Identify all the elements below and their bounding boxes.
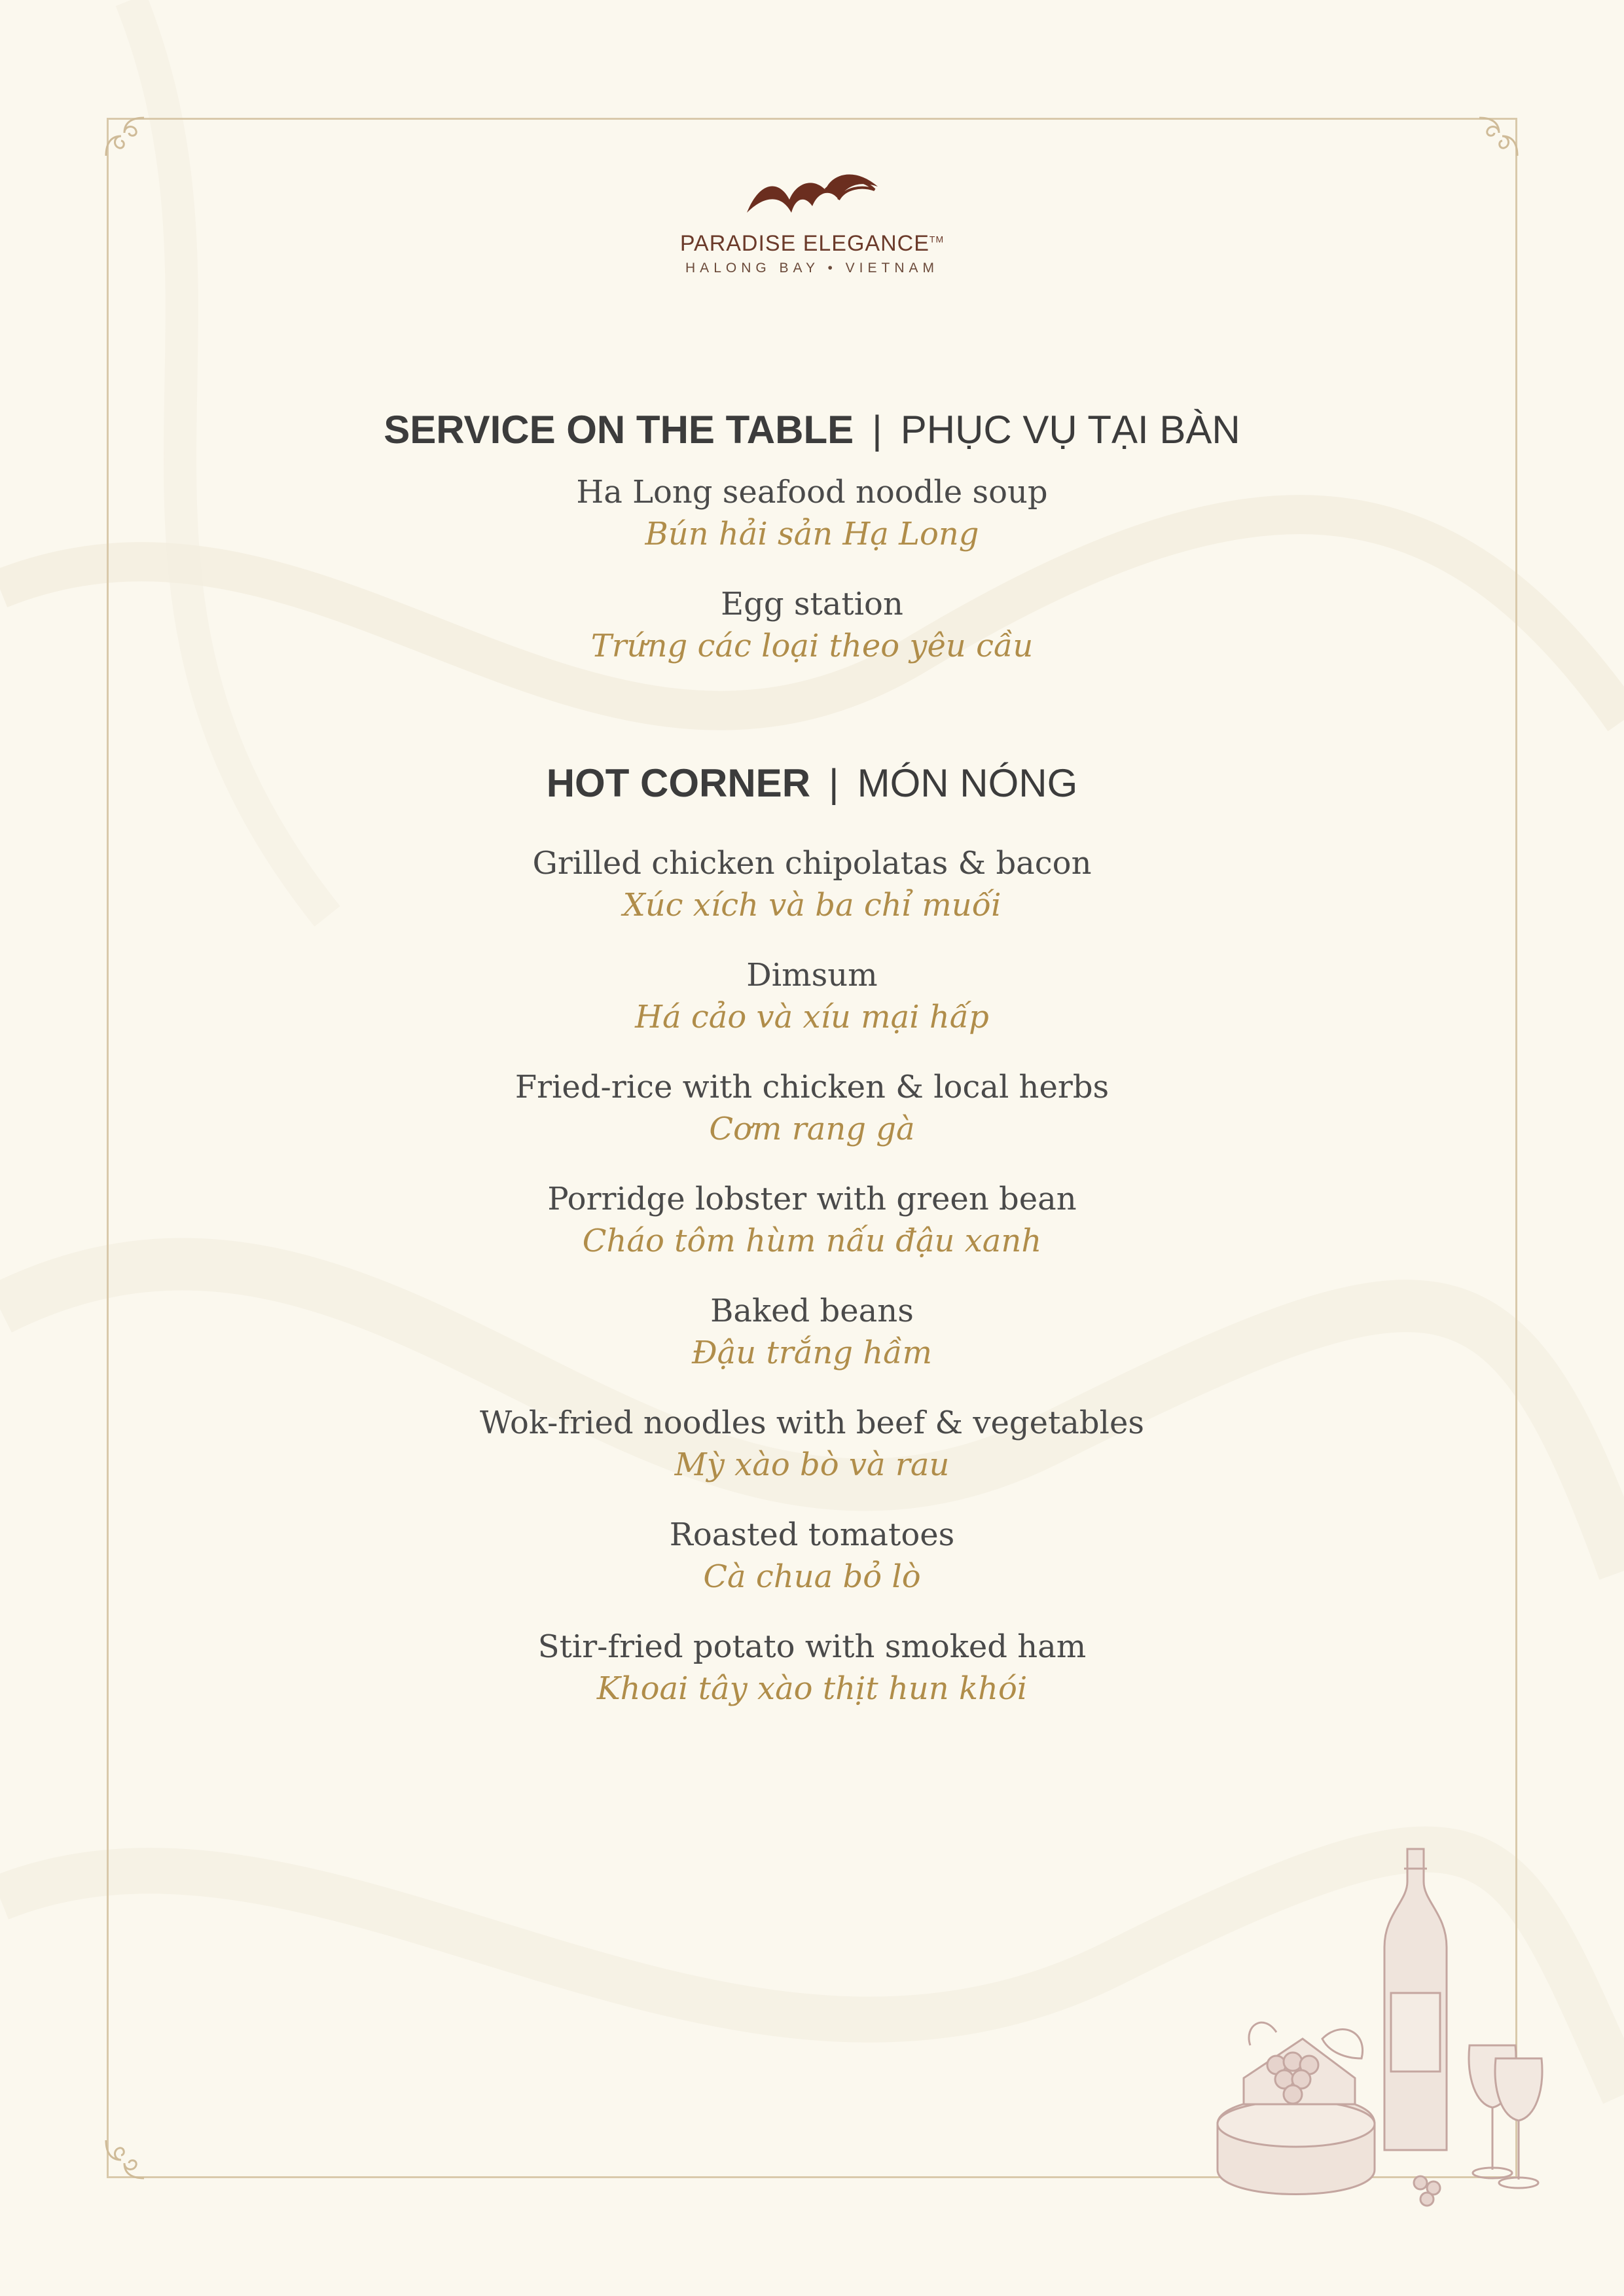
menu-item-english: Fried-rice with chicken & local herbs	[514, 1069, 1110, 1105]
menu-item	[0, 1626, 1624, 1738]
hot-corner-items-list	[0, 842, 1624, 1738]
menu-item-english: Grilled chicken chipolatas & bacon	[532, 845, 1092, 882]
menu-item	[0, 954, 1624, 1066]
menu-item-english: Roasted tomatoes	[669, 1516, 955, 1553]
menu-item-vietnamese: Đậu trắng hầm	[691, 1335, 933, 1371]
menu-item-vietnamese: Cơm rang gà	[709, 1111, 915, 1147]
menu-item-vietnamese: Trứng các loại theo yêu cầu	[590, 628, 1034, 664]
brand-name: PARADISE ELEGANCE™	[679, 231, 945, 256]
menu-item	[0, 1402, 1624, 1514]
menu-item-english: Stir-fried potato with smoked ham	[537, 1628, 1087, 1665]
menu-item-vietnamese: Mỳ xào bò và rau	[674, 1446, 950, 1483]
service-items-list	[0, 471, 1624, 695]
menu-item-english: Egg station	[721, 586, 903, 622]
corner-ornament-bottom-left	[98, 2127, 157, 2186]
brand-location: HALONG BAY • VIETNAM	[685, 260, 939, 276]
brand-logo	[0, 160, 1624, 276]
wine-cheese-illustration	[1204, 1842, 1571, 2209]
menu-item-english: Dimsum	[746, 957, 878, 994]
menu-item-vietnamese: Cháo tôm hùm nấu đậu xanh	[582, 1223, 1042, 1259]
section-heading-hot-corner: HOT CORNER | MÓN NÓNG	[546, 761, 1078, 805]
menu-item-english: Ha Long seafood noodle soup	[576, 474, 1048, 511]
menu-item	[0, 471, 1624, 583]
menu-item-vietnamese: Cà chua bỏ lò	[703, 1558, 921, 1595]
menu-item-vietnamese: Há cảo và xíu mại hấp	[635, 999, 989, 1035]
menu-item-vietnamese: Xúc xích và ba chỉ muối	[623, 887, 1001, 924]
menu-item	[0, 583, 1624, 695]
menu-item-english: Wok-fried noodles with beef & vegetables	[479, 1405, 1145, 1441]
menu-item	[0, 842, 1624, 954]
menu-item	[0, 1066, 1624, 1178]
menu-item-english: Baked beans	[710, 1293, 914, 1329]
menu-item	[0, 1514, 1624, 1626]
menu-item	[0, 1178, 1624, 1290]
menu-item-vietnamese: Bún hải sản Hạ Long	[645, 516, 979, 552]
menu-item-english: Porridge lobster with green bean	[547, 1181, 1077, 1217]
menu-item-vietnamese: Khoai tây xào thịt hun khói	[596, 1670, 1028, 1707]
section-heading-service: SERVICE ON THE TABLE | PHỤC VỤ TẠI BÀN	[384, 408, 1240, 452]
menu-item	[0, 1290, 1624, 1402]
wave-logo-icon	[740, 160, 884, 226]
